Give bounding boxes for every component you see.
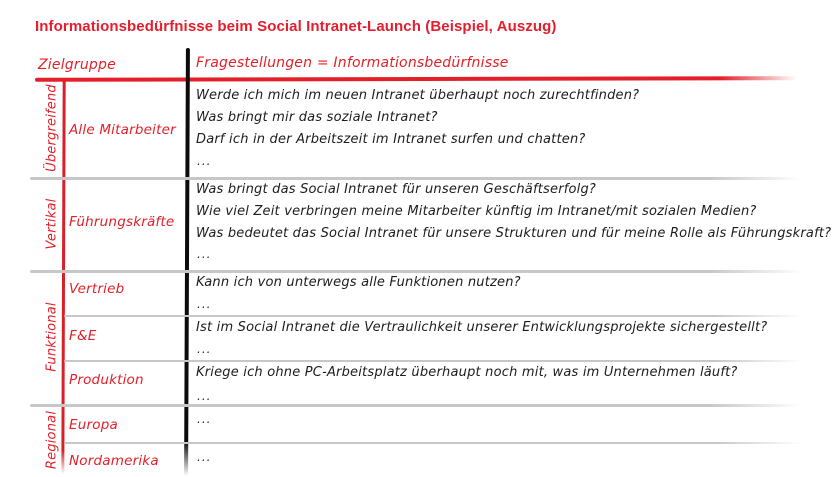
row-divider — [64, 315, 802, 317]
category-label-uebergreifend: Übergreifend — [44, 84, 60, 172]
audience-nordamerika: Nordamerika — [69, 453, 159, 469]
question: Kann ich von unterwegs alle Funktionen nutzen? — [196, 275, 521, 290]
question: Was bringt das Social Intranet für unseren Geschäftserfolg? — [196, 182, 597, 197]
ellipsis: ... — [197, 297, 212, 311]
column-divider-red — [61, 80, 65, 474]
section-divider — [30, 270, 802, 273]
question: Werde ich mich im neuen Intranet überhaupt noch zurechtfinden? — [196, 88, 640, 103]
audience-vertrieb: Vertrieb — [69, 281, 125, 297]
audience-europa: Europa — [69, 417, 118, 433]
ellipsis: ... — [197, 389, 212, 403]
question: Darf ich in der Arbeitszeit im Intranet surfen und chatten? — [196, 132, 586, 147]
question: Ist im Social Intranet die Vertraulichkeit unserer Entwicklungsprojekte sichergestellt? — [196, 320, 768, 335]
question: Wie viel Zeit verbringen meine Mitarbeiter künftig im Intranet/mit sozialen Medien? — [196, 204, 757, 219]
audience-fuehrungskraefte: Führungskräfte — [69, 214, 175, 230]
question: Was bedeutet das Social Intranet für unsere Strukturen und für meine Rolle als Führungskraft? — [196, 226, 832, 241]
audience-fe: F&E — [69, 328, 97, 344]
row-divider — [64, 442, 802, 444]
question: Was bringt mir das soziale Intranet? — [196, 110, 438, 125]
category-label-regional: Regional — [44, 410, 60, 470]
section-divider — [30, 404, 802, 407]
row-divider — [64, 360, 802, 362]
page-title: Informationsbedürfnisse beim Social Intranet-Launch (Beispiel, Auszug) — [35, 18, 557, 35]
audience-produktion: Produktion — [69, 372, 144, 388]
ellipsis: ... — [197, 342, 212, 356]
category-label-vertikal: Vertikal — [44, 198, 60, 250]
question: Kriege ich ohne PC-Arbeitsplatz überhaupt noch mit, was im Unternehmen läuft? — [196, 365, 738, 380]
ellipsis: ... — [197, 450, 212, 464]
column-header-audience: Zielgruppe — [38, 57, 116, 73]
column-header-questions: Fragestellungen = Informationsbedürfnisse — [196, 55, 509, 71]
ellipsis: ... — [197, 154, 212, 168]
audience-alle-mitarbeiter: Alle Mitarbeiter — [69, 122, 176, 138]
category-label-funktional: Funktional — [44, 302, 60, 372]
ellipsis: ... — [197, 247, 212, 261]
ellipsis: ... — [197, 412, 212, 426]
column-divider-black — [184, 48, 190, 476]
section-divider — [30, 177, 802, 180]
header-underline — [35, 76, 797, 81]
